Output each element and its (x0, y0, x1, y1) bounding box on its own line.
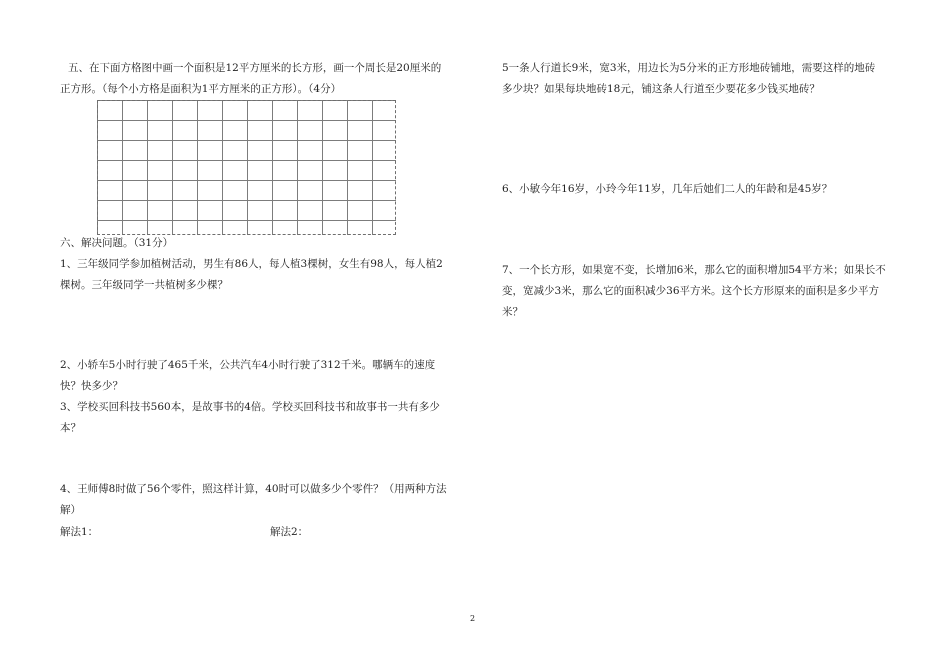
problem-4-line1: 4、王师傅8时做了56个零件，照这样计算，40时可以做多少个零件？（用两种方法 (60, 483, 447, 495)
problem-2-line2: 快？快多少？ (60, 380, 123, 392)
page-number: 2 (470, 614, 476, 623)
q5-title-line2: 正方形。（每个小方格是面积为1平方厘米的正方形）。（4分） (60, 83, 342, 95)
method-1-label: 解法1： (60, 526, 99, 538)
q5-title-line1: 五、在下面方格图中画一个面积是12平方厘米的长方形，画一个周长是20厘米的 (68, 62, 442, 74)
problem-7-line1: 7、一个长方形，如果宽不变，长增加6米，那么它的面积增加54平方米；如果长不 (502, 264, 886, 276)
square-grid[interactable] (97, 100, 396, 235)
problem-1-line1: 1、三年级同学参加植树活动，男生有86人，每人植3棵树，女生有98人，每人植2 (60, 258, 443, 270)
problem-2-line1: 2、小轿车5小时行驶了465千米，公共汽车4小时行驶了312千米。哪辆车的速度 (60, 359, 436, 371)
problem-5-line1: 5一条人行道长9米，宽3米，用边长为5分米的正方形地砖铺地，需要这样的地砖 (502, 62, 876, 74)
section-six-title: 六、解决问题。（31分） (60, 237, 174, 249)
problem-3-line2: 本？ (60, 422, 81, 434)
problem-6: 6、小敏今年16岁，小玲今年11岁，几年后她们二人的年龄和是45岁？ (502, 183, 833, 195)
problem-7-line2: 变，宽减少3米，那么它的面积减少36平方米。这个长方形原来的面积是多少平方 (502, 285, 880, 297)
problem-1-line2: 棵树。三年级同学一共植树多少棵？ (60, 279, 228, 291)
problem-4-line2: 解） (60, 504, 81, 516)
problem-5-line2: 多少块？如果每块地砖18元，铺这条人行道至少要花多少钱买地砖？ (502, 83, 820, 95)
problem-3-line1: 3、学校买回科技书560本，是故事书的4倍。学校买回科技书和故事书一共有多少 (60, 401, 440, 413)
method-2-label: 解法2： (270, 526, 309, 538)
problem-7-line3: 米？ (502, 306, 523, 318)
